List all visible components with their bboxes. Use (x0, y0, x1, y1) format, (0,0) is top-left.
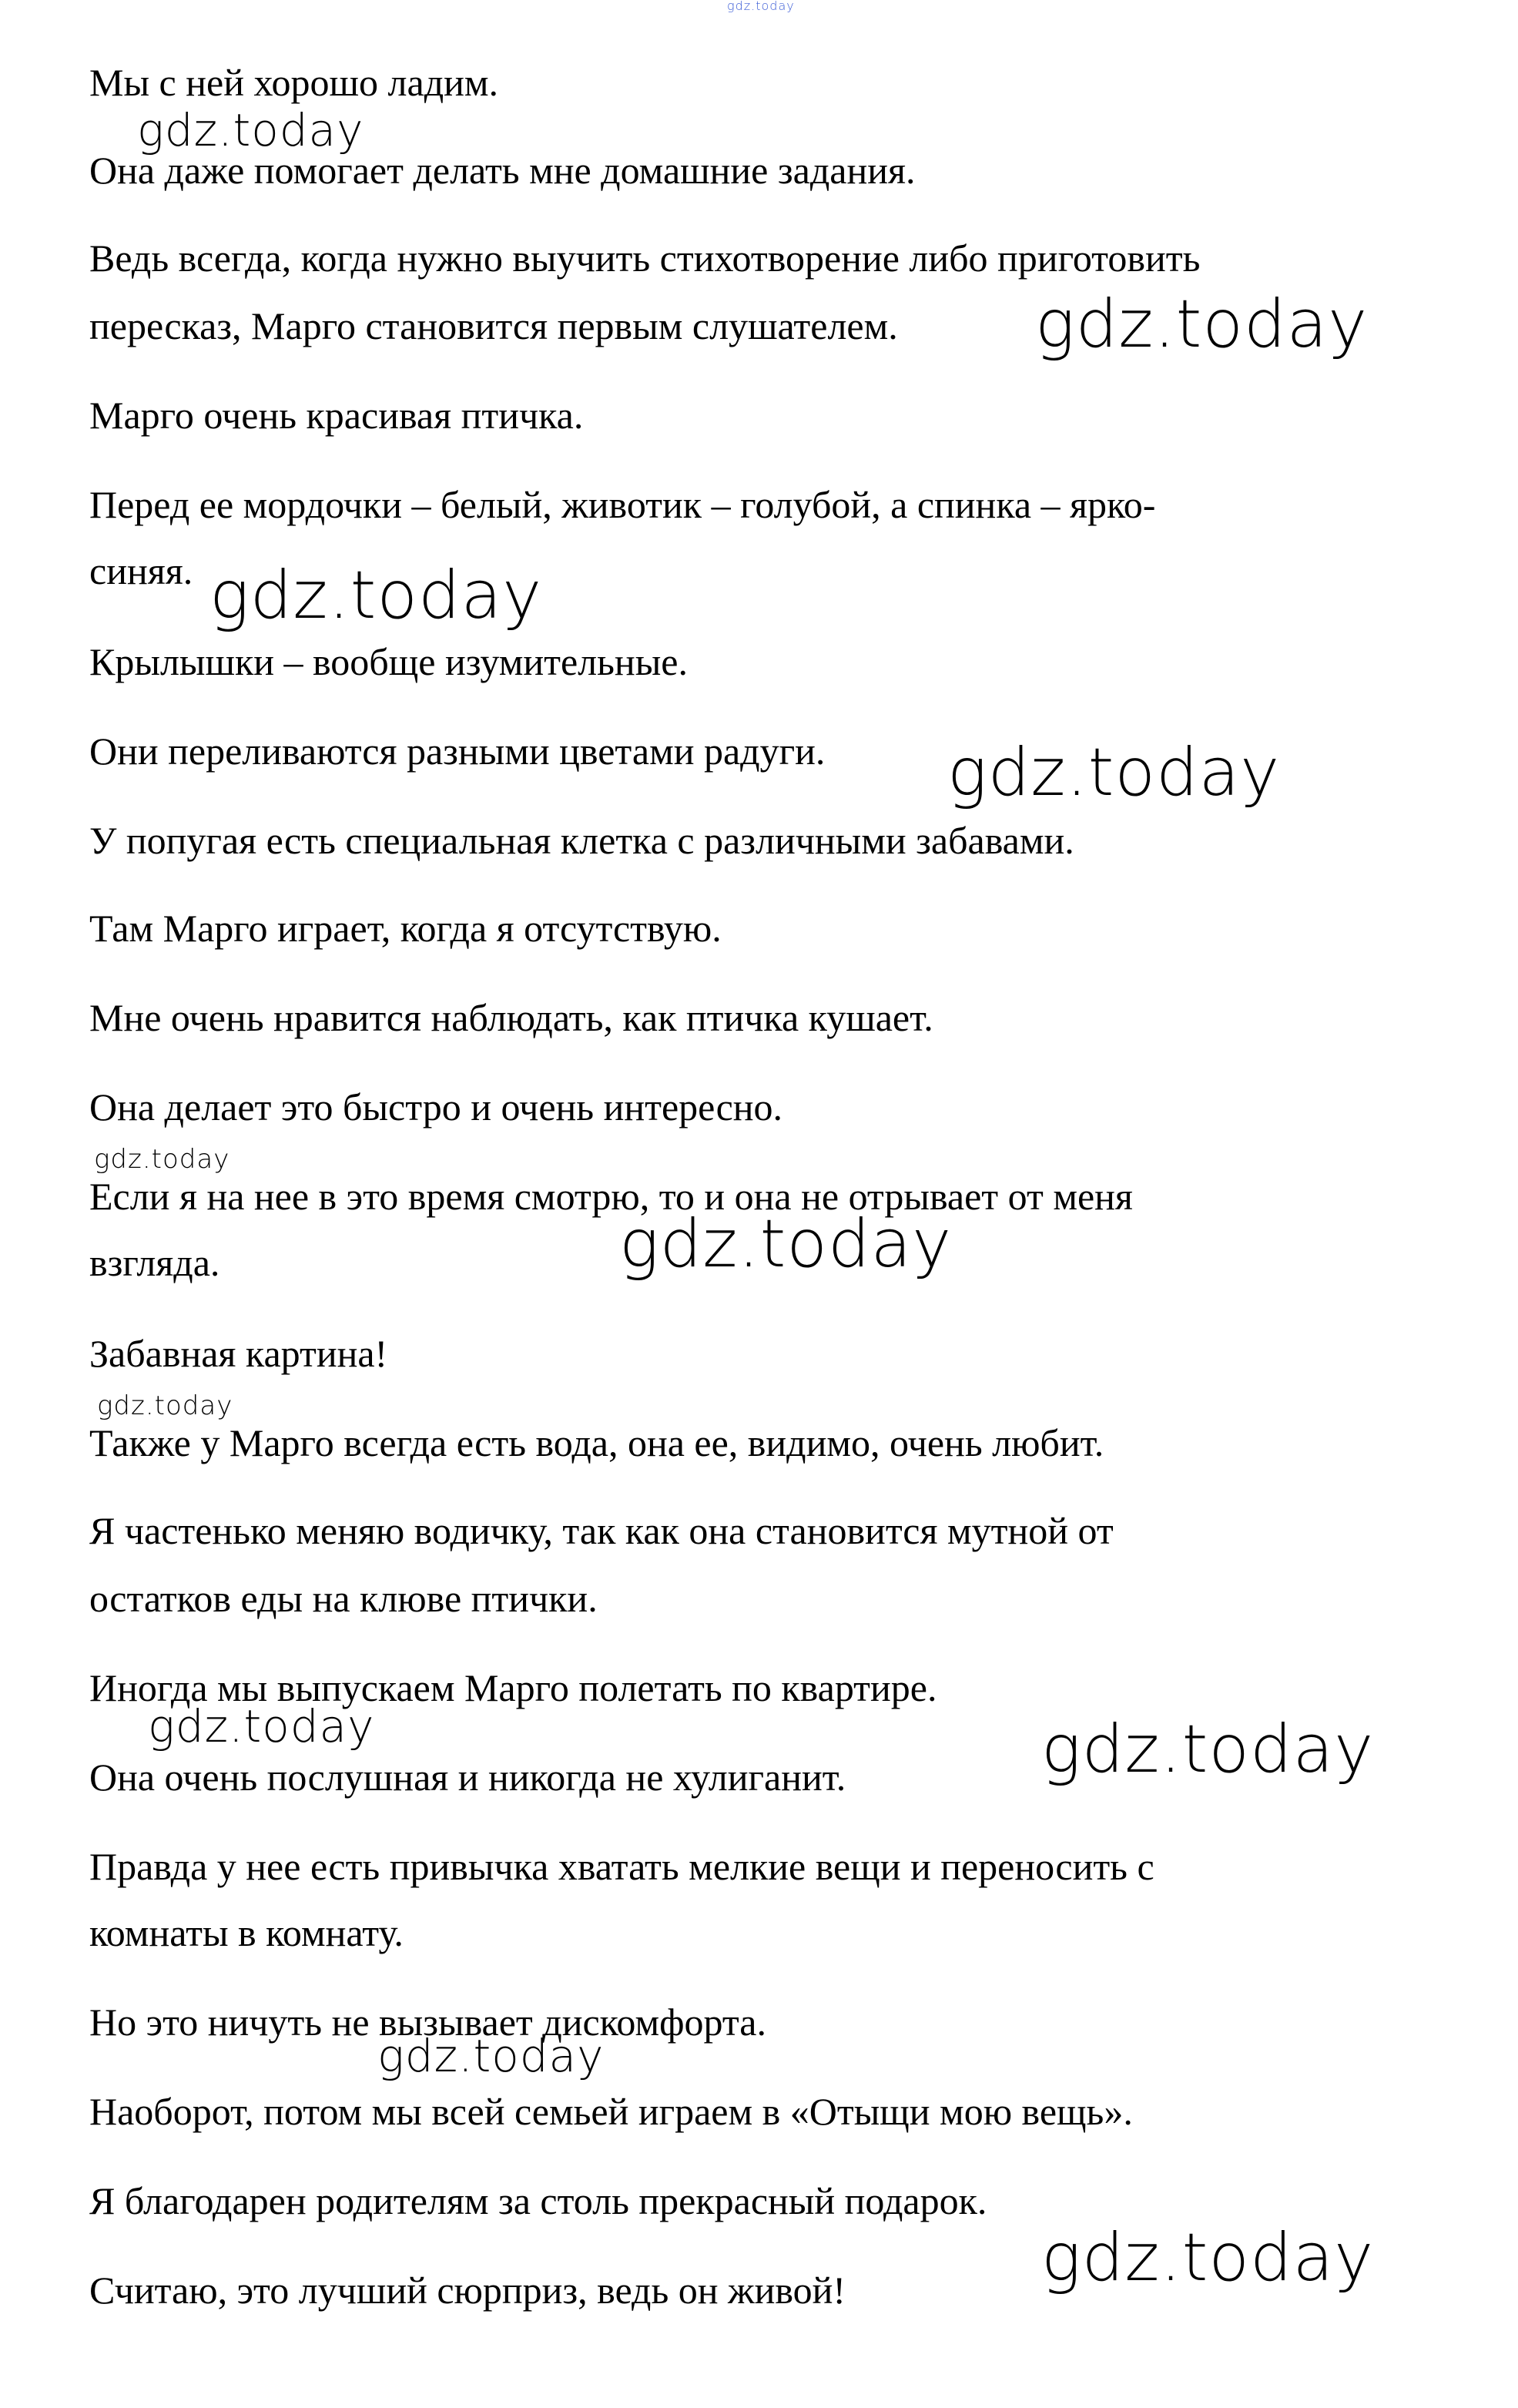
watermark: gdz.today (947, 734, 1281, 811)
watermark: gdz.today (137, 104, 364, 156)
text-line: Иногда мы выпускаем Марго полетать по квартире. (89, 1666, 937, 1709)
text-line: Она очень послушная и никогда не хулиганит. (89, 1756, 846, 1799)
text-line: Крылышки – вообще изумительные. (89, 640, 688, 683)
text-line: Я благодарен родителям за столь прекрасный подарок. (89, 2179, 987, 2222)
watermark: gdz.today (94, 1144, 230, 1175)
watermark-top: gdz.today (727, 0, 795, 13)
text-line: Если я на нее в это время смотрю, то и она не отрывает от меня (89, 1175, 1133, 1218)
text-line: Мы с ней хорошо ладим. (89, 61, 499, 104)
text-line: Считаю, это лучший сюрприз, ведь он живой! (89, 2269, 846, 2312)
watermark: gdz.today (1041, 1711, 1375, 1788)
text-line: Наоборот, потом мы всей семьей играем в «Отыщи мою вещь». (89, 2090, 1133, 2133)
text-line: Я частенько меняю водичку, так как она становится мутной от (89, 1509, 1114, 1552)
text-line: остатков еды на клюве птички. (89, 1577, 598, 1620)
text-line: Там Марго играет, когда я отсутствую. (89, 907, 722, 950)
watermark: gdz.today (1035, 286, 1369, 363)
watermark: gdz.today (619, 1206, 953, 1283)
text-line: Мне очень нравится наблюдать, как птичка кушает. (89, 996, 933, 1039)
watermark: gdz.today (97, 1390, 233, 1421)
text-line: Забавная картина! (89, 1332, 388, 1375)
watermark: gdz.today (148, 1700, 375, 1752)
text-line: комнаты в комнату. (89, 1911, 404, 1954)
text-line: Правда у нее есть привычка хватать мелкие вещи и переносить с (89, 1845, 1154, 1888)
text-line: взгляда. (89, 1241, 220, 1284)
text-line: Ведь всегда, когда нужно выучить стихотворение либо приготовить (89, 236, 1201, 280)
text-line: У попугая есть специальная клетка с различными забавами. (89, 819, 1074, 862)
text-line: Она даже помогает делать мне домашние задания. (89, 149, 916, 192)
watermark: gdz.today (1041, 2219, 1375, 2296)
watermark: gdz.today (377, 2030, 605, 2082)
text-line: Также у Марго всегда есть вода, она ее, видимо, очень любит. (89, 1421, 1104, 1464)
watermark: gdz.today (209, 557, 543, 634)
text-line: Марго очень красивая птичка. (89, 394, 584, 437)
text-line: Они переливаются разными цветами радуги. (89, 729, 826, 773)
text-line: Но это ничуть не вызывает дискомфорта. (89, 2001, 766, 2044)
text-line: синяя. (89, 549, 193, 592)
text-line: Она делает это быстро и очень интересно. (89, 1085, 783, 1129)
text-line: пересказ, Марго становится первым слушателем. (89, 304, 898, 347)
text-line: Перед ее мордочки – белый, животик – голубой, а спинка – ярко- (89, 483, 1156, 526)
